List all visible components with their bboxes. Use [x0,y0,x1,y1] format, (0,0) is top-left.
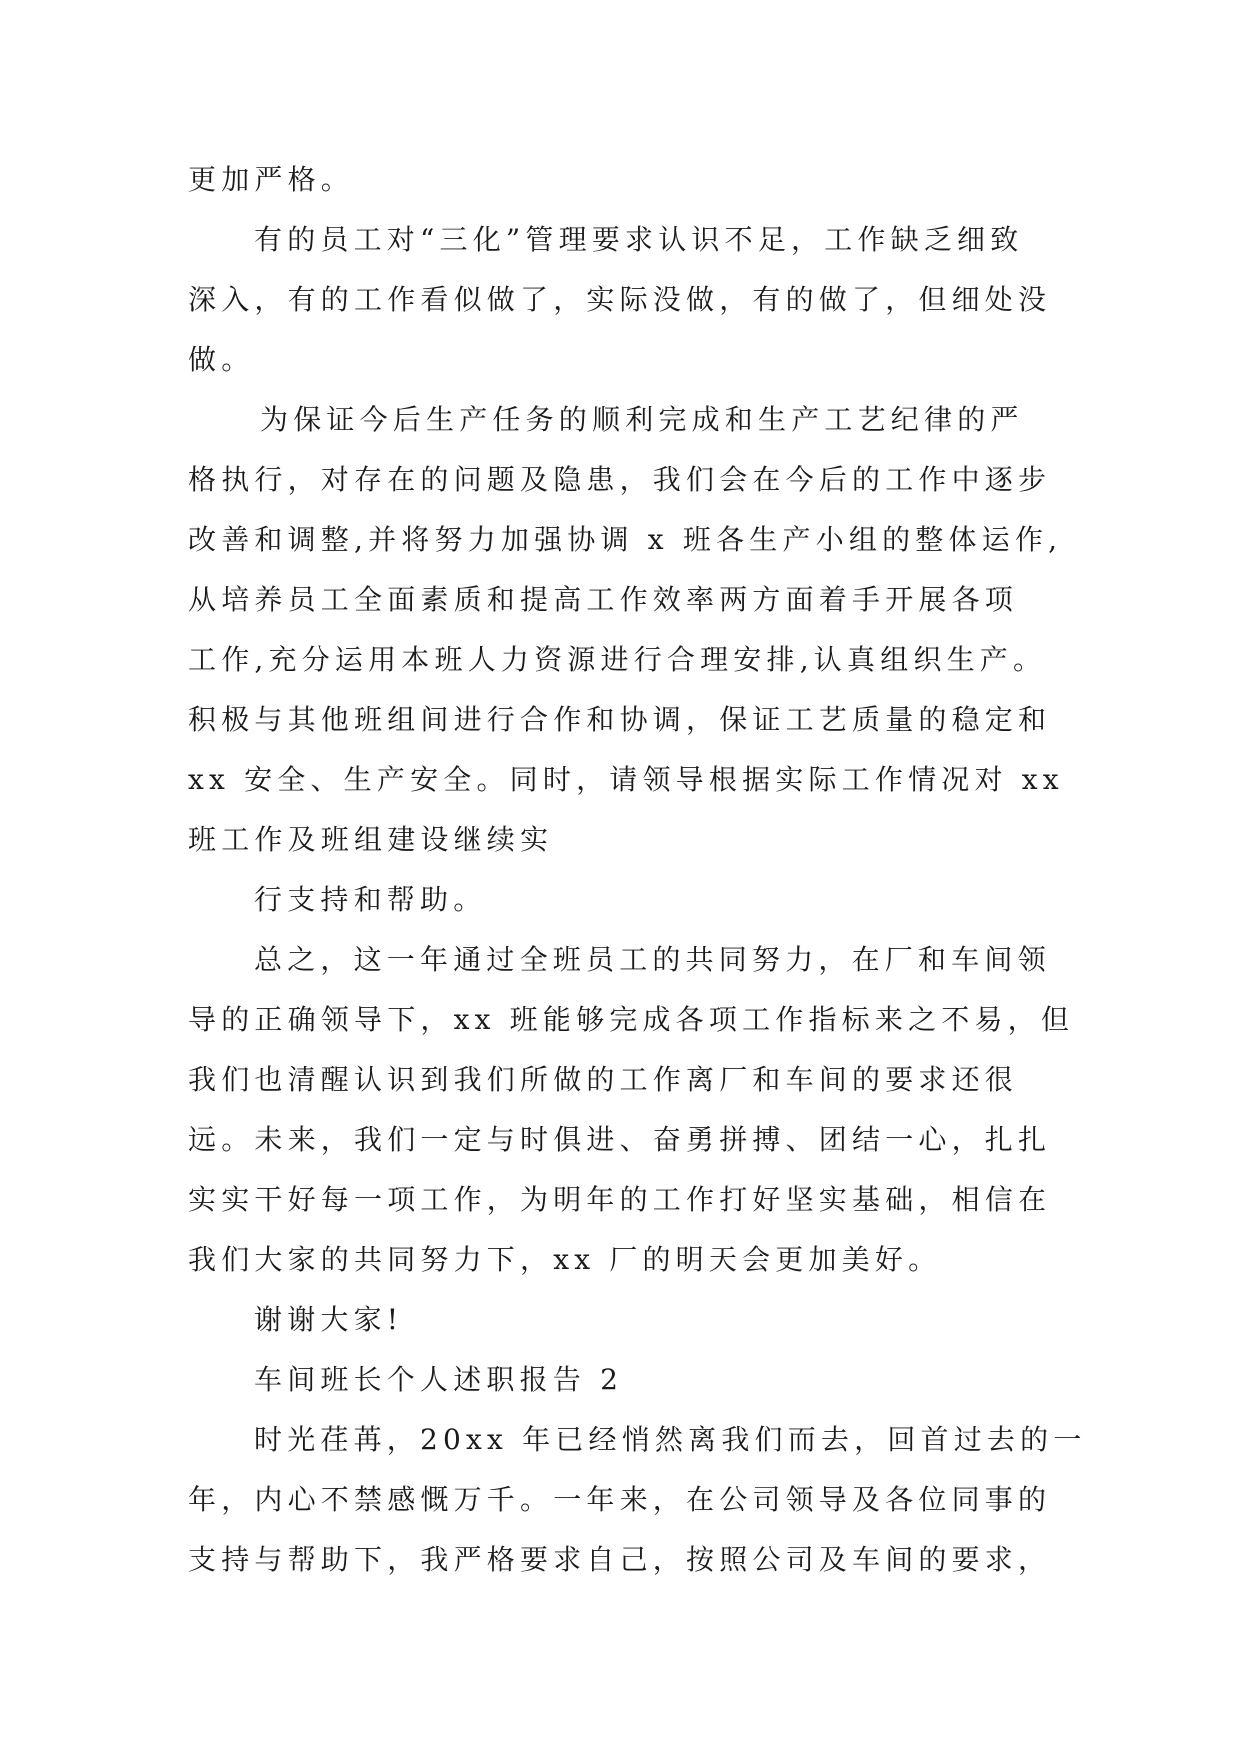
body-line: xx 安全、生产安全。同时，请领导根据实际工作情况对 xx [188,763,1064,796]
body-line: 积极与其他班组间进行合作和协调，保证工艺质量的稳定和 [188,703,1052,736]
body-line: 总之，这一年通过全班员工的共同努力，在厂和车间领 [254,943,1051,976]
body-line: 时光荏苒，20xx 年已经悄然离我们而去，回首过去的一 [254,1423,1087,1456]
body-line: 导的正确领导下，xx 班能够完成各项工作指标来之不易，但 [188,1003,1075,1036]
body-line: 有的员工对“三化”管理要求认识不足，工作缺乏细致 [254,223,1024,256]
body-line: 远。未来，我们一定与时俱进、奋勇拼搏、团结一心，扎扎 [188,1123,1052,1156]
body-line: 从培养员工全面素质和提高工作效率两方面着手开展各项 [188,583,1019,616]
body-line: 做。 [188,343,255,376]
body-line: 谢谢大家! [254,1303,404,1336]
document-body [188,150,1087,1590]
body-line: 行支持和帮助。 [254,883,487,916]
body-line: 更加严格。 [188,163,355,196]
body-line: 格执行，对存在的问题及隐患，我们会在今后的工作中逐步 [188,463,1052,496]
body-line: 工作,充分运用本班人力资源进行合理安排,认真组织生产。 [188,643,1047,676]
body-line: 班工作及班组建设继续实 [188,823,554,856]
body-line: 我们也清醒认识到我们所做的工作离厂和车间的要求还很 [188,1063,1019,1096]
body-line: 深入，有的工作看似做了，实际没做，有的做了，但细处没 [188,283,1052,316]
body-line: 我们大家的共同努力下，xx 厂的明天会更加美好。 [188,1243,942,1276]
body-line: 改善和调整,并将努力加强协调 x 班各生产小组的整体运作, [188,523,1063,556]
body-line: 为保证今后生产任务的顺利完成和生产工艺纪律的严 [260,403,1024,436]
body-line: 支持与帮助下，我严格要求自己，按照公司及车间的要求， [188,1543,1052,1576]
body-line: 实实干好每一项工作，为明年的工作打好坚实基础，相信在 [188,1183,1052,1216]
body-line: 年，内心不禁感慨万千。一年来，在公司领导及各位同事的 [188,1483,1052,1516]
section-heading: 车间班长个人述职报告 2 [254,1363,624,1396]
